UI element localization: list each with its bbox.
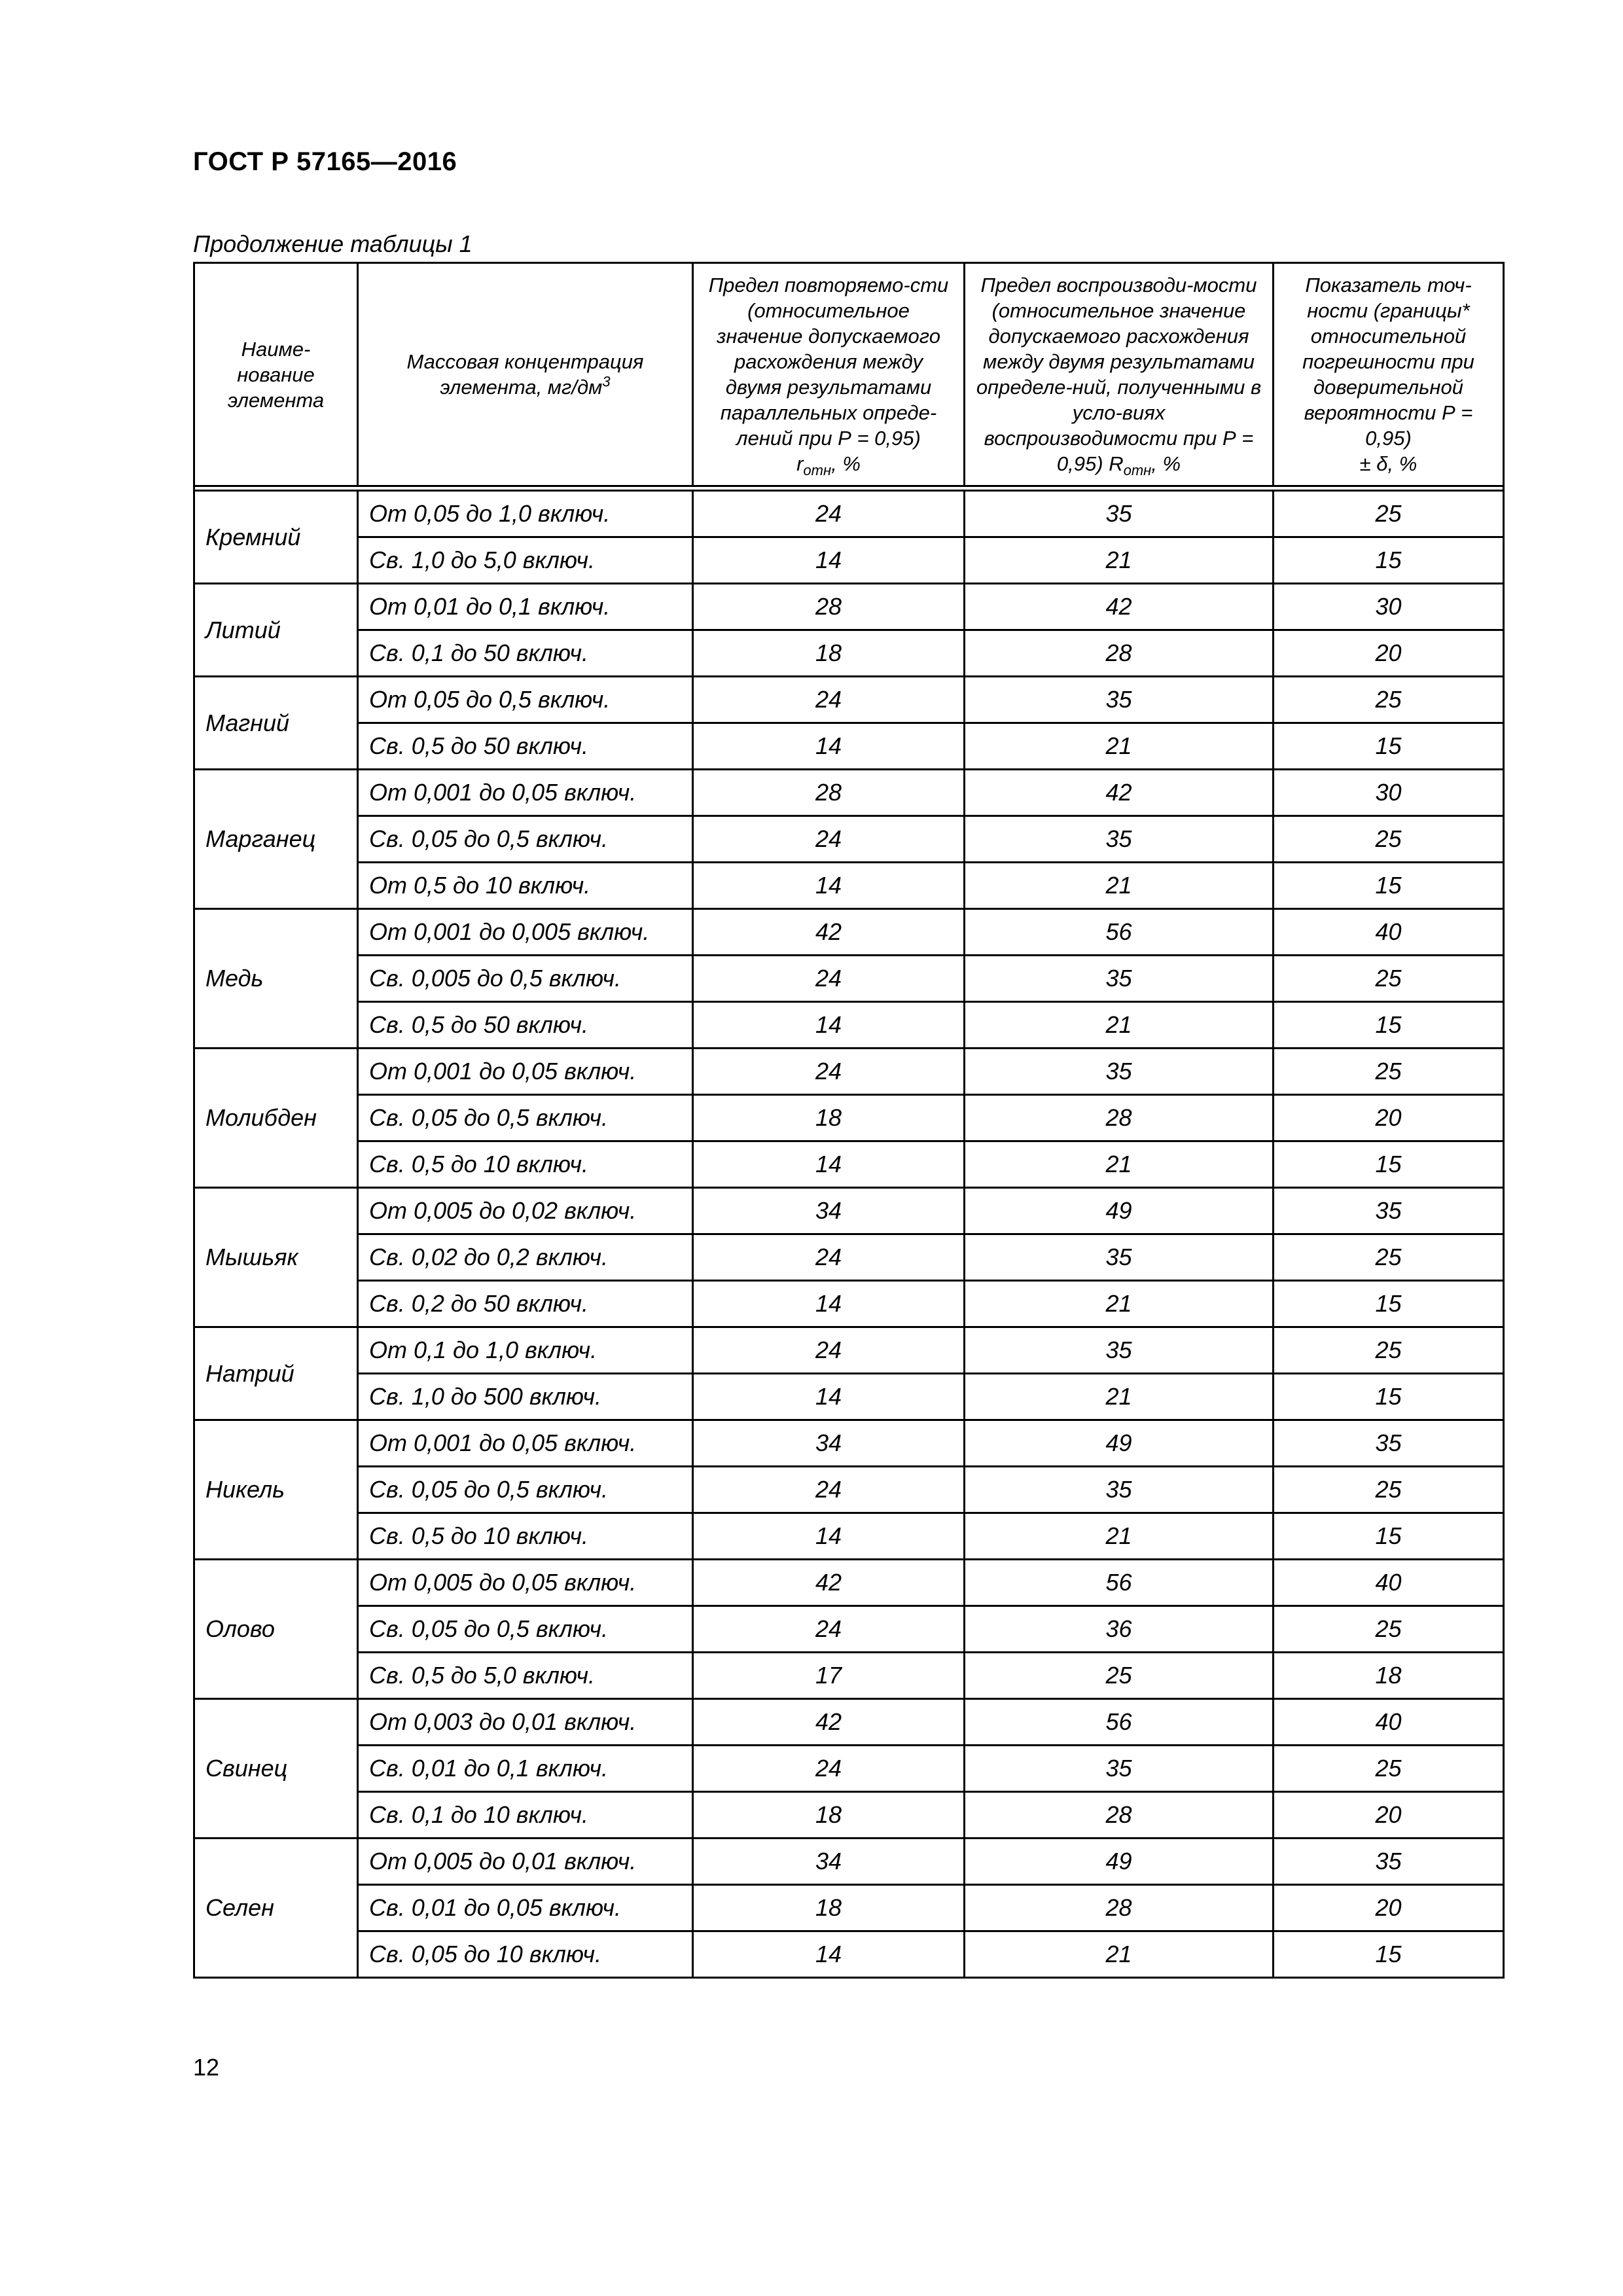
- concentration-range-cell: Св. 0,05 до 0,5 включ.: [358, 1467, 693, 1513]
- header-repeatability-limit: Предел повторяемо-сти (относительное значение допускаемого расхождения между двумя результатами параллельных опреде-лений при Р = 0,95) $r_{отн}$, %: [693, 263, 965, 486]
- concentration-range-cell: От 0,01 до 0,1 включ.: [358, 584, 693, 630]
- accuracy-value-cell: 25: [1274, 1049, 1504, 1095]
- table-row: [194, 1420, 1504, 1467]
- concentration-range-cell: От 0,001 до 0,05 включ.: [358, 1049, 693, 1095]
- accuracy-value-cell: 25: [1274, 491, 1504, 537]
- reproducibility-value-cell: 35: [965, 956, 1274, 1002]
- accuracy-value-cell: 35: [1274, 1420, 1504, 1467]
- reproducibility-value-cell: 56: [965, 1560, 1274, 1606]
- element-name-cell: Мышьяк: [194, 1188, 358, 1327]
- concentration-range-cell: Св. 0,005 до 0,5 включ.: [358, 956, 693, 1002]
- accuracy-value-cell: 20: [1274, 1095, 1504, 1141]
- element-name-cell: Селен: [194, 1839, 358, 1978]
- table-row: [194, 491, 1504, 537]
- accuracy-value-cell: 15: [1274, 1931, 1504, 1978]
- reproducibility-value-cell: 49: [965, 1839, 1274, 1885]
- reproducibility-value-cell: 35: [965, 1327, 1274, 1374]
- concentration-range-cell: Св. 0,05 до 10 включ.: [358, 1931, 693, 1978]
- reproducibility-value-cell: 21: [965, 1281, 1274, 1327]
- table-row: [194, 630, 1504, 677]
- accuracy-value-cell: 15: [1274, 723, 1504, 770]
- reproducibility-value-cell: 21: [965, 863, 1274, 909]
- table-body: [194, 491, 1504, 1978]
- reproducibility-value-cell: 56: [965, 1699, 1274, 1746]
- table-row: [194, 1746, 1504, 1792]
- repeatability-value-cell: 24: [693, 1746, 965, 1792]
- accuracy-value-cell: 30: [1274, 584, 1504, 630]
- repeatability-value-cell: 24: [693, 1049, 965, 1095]
- repeatability-value-cell: 18: [693, 630, 965, 677]
- header-element-name: Наиме-нование элемента: [194, 263, 358, 486]
- reproducibility-value-cell: 35: [965, 1746, 1274, 1792]
- repeatability-value-cell: 14: [693, 863, 965, 909]
- repeatability-value-cell: 24: [693, 1467, 965, 1513]
- reproducibility-value-cell: 56: [965, 909, 1274, 956]
- element-name-cell: Марганец: [194, 770, 358, 909]
- table-header: [194, 263, 1504, 491]
- concentration-range-cell: От 0,001 до 0,05 включ.: [358, 1420, 693, 1467]
- reproducibility-value-cell: 28: [965, 630, 1274, 677]
- accuracy-value-cell: 25: [1274, 956, 1504, 1002]
- element-name-cell: Свинец: [194, 1699, 358, 1839]
- concentration-range-cell: Св. 0,05 до 0,5 включ.: [358, 1606, 693, 1653]
- repeatability-value-cell: 42: [693, 1699, 965, 1746]
- repeatability-value-cell: 14: [693, 537, 965, 584]
- table-row: [194, 1002, 1504, 1049]
- element-name-cell: Олово: [194, 1560, 358, 1699]
- table-row: [194, 1792, 1504, 1839]
- reproducibility-value-cell: 21: [965, 1141, 1274, 1188]
- repeatability-value-cell: 34: [693, 1420, 965, 1467]
- accuracy-value-cell: 25: [1274, 1327, 1504, 1374]
- table-row: [194, 537, 1504, 584]
- accuracy-value-cell: 15: [1274, 1281, 1504, 1327]
- concentration-range-cell: Св. 0,5 до 10 включ.: [358, 1141, 693, 1188]
- accuracy-value-cell: 20: [1274, 630, 1504, 677]
- reproducibility-value-cell: 35: [965, 1467, 1274, 1513]
- repeatability-value-cell: 14: [693, 723, 965, 770]
- table-row: [194, 1141, 1504, 1188]
- accuracy-value-cell: 25: [1274, 1467, 1504, 1513]
- element-name-cell: Кремний: [194, 491, 358, 584]
- repeatability-value-cell: 24: [693, 677, 965, 723]
- table-row: [194, 1885, 1504, 1931]
- element-name-cell: Натрий: [194, 1327, 358, 1420]
- repeatability-value-cell: 42: [693, 909, 965, 956]
- accuracy-value-cell: 15: [1274, 1513, 1504, 1560]
- table-row: [194, 1560, 1504, 1606]
- accuracy-value-cell: 35: [1274, 1188, 1504, 1234]
- reproducibility-value-cell: 28: [965, 1095, 1274, 1141]
- reproducibility-value-cell: 21: [965, 537, 1274, 584]
- concentration-range-cell: От 0,005 до 0,01 включ.: [358, 1839, 693, 1885]
- repeatability-value-cell: 18: [693, 1792, 965, 1839]
- element-name-cell: Молибден: [194, 1049, 358, 1188]
- concentration-range-cell: Св. 0,01 до 0,1 включ.: [358, 1746, 693, 1792]
- reproducibility-value-cell: 21: [965, 1374, 1274, 1420]
- element-name-cell: Медь: [194, 909, 358, 1049]
- table-row: [194, 1699, 1504, 1746]
- concentration-range-cell: Св. 0,02 до 0,2 включ.: [358, 1234, 693, 1281]
- concentration-range-cell: Св. 0,05 до 0,5 включ.: [358, 816, 693, 863]
- reproducibility-value-cell: 35: [965, 491, 1274, 537]
- document-header: ГОСТ Р 57165—2016: [193, 147, 457, 176]
- concentration-range-cell: Св. 0,5 до 50 включ.: [358, 723, 693, 770]
- concentration-range-cell: Св. 0,1 до 50 включ.: [358, 630, 693, 677]
- repeatability-value-cell: 14: [693, 1141, 965, 1188]
- table-row: [194, 956, 1504, 1002]
- concentration-range-cell: От 0,001 до 0,005 включ.: [358, 909, 693, 956]
- accuracy-value-cell: 40: [1274, 1699, 1504, 1746]
- concentration-range-cell: Св. 0,2 до 50 включ.: [358, 1281, 693, 1327]
- reproducibility-value-cell: 28: [965, 1792, 1274, 1839]
- concentration-table: [193, 262, 1505, 1979]
- concentration-range-cell: От 0,5 до 10 включ.: [358, 863, 693, 909]
- table-row: [194, 1931, 1504, 1978]
- table-row: [194, 1234, 1504, 1281]
- table-row: [194, 1188, 1504, 1234]
- repeatability-value-cell: 24: [693, 1327, 965, 1374]
- table-row: [194, 723, 1504, 770]
- reproducibility-value-cell: 35: [965, 816, 1274, 863]
- repeatability-value-cell: 17: [693, 1653, 965, 1699]
- header-mass-concentration: Массовая концентрация элемента, $мг/дм^3$: [358, 263, 693, 486]
- table-row: [194, 770, 1504, 816]
- repeatability-value-cell: 14: [693, 1002, 965, 1049]
- table-row: [194, 1606, 1504, 1653]
- concentration-range-cell: От 0,05 до 1,0 включ.: [358, 491, 693, 537]
- reproducibility-value-cell: 49: [965, 1420, 1274, 1467]
- accuracy-value-cell: 15: [1274, 537, 1504, 584]
- concentration-range-cell: Св. 0,05 до 0,5 включ.: [358, 1095, 693, 1141]
- table-row: [194, 1095, 1504, 1141]
- reproducibility-value-cell: 35: [965, 1234, 1274, 1281]
- repeatability-value-cell: 28: [693, 770, 965, 816]
- accuracy-value-cell: 40: [1274, 1560, 1504, 1606]
- accuracy-value-cell: 25: [1274, 1606, 1504, 1653]
- reproducibility-value-cell: 21: [965, 1002, 1274, 1049]
- element-name-cell: Литий: [194, 584, 358, 677]
- reproducibility-value-cell: 28: [965, 1885, 1274, 1931]
- table-row: [194, 1281, 1504, 1327]
- reproducibility-value-cell: 21: [965, 1931, 1274, 1978]
- table-row: [194, 909, 1504, 956]
- accuracy-value-cell: 25: [1274, 677, 1504, 723]
- table-row: [194, 1653, 1504, 1699]
- repeatability-value-cell: 24: [693, 491, 965, 537]
- reproducibility-value-cell: 36: [965, 1606, 1274, 1653]
- accuracy-value-cell: 20: [1274, 1792, 1504, 1839]
- repeatability-value-cell: 24: [693, 816, 965, 863]
- repeatability-value-cell: 24: [693, 956, 965, 1002]
- reproducibility-value-cell: 49: [965, 1188, 1274, 1234]
- accuracy-value-cell: 15: [1274, 1141, 1504, 1188]
- accuracy-value-cell: 40: [1274, 909, 1504, 956]
- concentration-range-cell: От 0,005 до 0,02 включ.: [358, 1188, 693, 1234]
- repeatability-value-cell: 18: [693, 1095, 965, 1141]
- accuracy-value-cell: 18: [1274, 1653, 1504, 1699]
- repeatability-value-cell: 14: [693, 1281, 965, 1327]
- reproducibility-value-cell: 35: [965, 1049, 1274, 1095]
- repeatability-value-cell: 14: [693, 1931, 965, 1978]
- concentration-range-cell: Св. 0,1 до 10 включ.: [358, 1792, 693, 1839]
- repeatability-value-cell: 14: [693, 1374, 965, 1420]
- concentration-range-cell: Св. 0,5 до 5,0 включ.: [358, 1653, 693, 1699]
- header-reproducibility-limit: Предел воспроизводи-мости (относительное значение допускаемого расхождения между двумя результатами определе-ний, полученными в усло-виях воспроизводимости при Р = 0,95) $R_{отн}$, %: [965, 263, 1274, 486]
- concentration-range-cell: От 0,05 до 0,5 включ.: [358, 677, 693, 723]
- reproducibility-value-cell: 42: [965, 584, 1274, 630]
- accuracy-value-cell: 30: [1274, 770, 1504, 816]
- repeatability-value-cell: 14: [693, 1513, 965, 1560]
- reproducibility-value-cell: 25: [965, 1653, 1274, 1699]
- concentration-range-cell: Св. 0,01 до 0,05 включ.: [358, 1885, 693, 1931]
- table-row: [194, 1327, 1504, 1374]
- repeatability-value-cell: 24: [693, 1606, 965, 1653]
- element-name-cell: Никель: [194, 1420, 358, 1560]
- accuracy-value-cell: 15: [1274, 1002, 1504, 1049]
- repeatability-value-cell: 34: [693, 1188, 965, 1234]
- table-row: [194, 863, 1504, 909]
- page-number: 12: [193, 2054, 220, 2081]
- table-row: [194, 1049, 1504, 1095]
- concentration-range-cell: От 0,003 до 0,01 включ.: [358, 1699, 693, 1746]
- header-accuracy-index: Показатель точ-ности (границы* относительной погрешности при доверительной вероятности Р = 0,95) ± δ, %: [1274, 263, 1504, 486]
- concentration-range-cell: Св. 1,0 до 5,0 включ.: [358, 537, 693, 584]
- accuracy-value-cell: 15: [1274, 863, 1504, 909]
- accuracy-value-cell: 15: [1274, 1374, 1504, 1420]
- repeatability-value-cell: 18: [693, 1885, 965, 1931]
- concentration-range-cell: Св. 1,0 до 500 включ.: [358, 1374, 693, 1420]
- concentration-range-cell: Св. 0,5 до 50 включ.: [358, 1002, 693, 1049]
- repeatability-value-cell: 42: [693, 1560, 965, 1606]
- repeatability-value-cell: 34: [693, 1839, 965, 1885]
- table-row: [194, 584, 1504, 630]
- reproducibility-value-cell: 21: [965, 723, 1274, 770]
- accuracy-value-cell: 35: [1274, 1839, 1504, 1885]
- table-row: [194, 816, 1504, 863]
- concentration-range-cell: От 0,005 до 0,05 включ.: [358, 1560, 693, 1606]
- accuracy-value-cell: 25: [1274, 816, 1504, 863]
- accuracy-value-cell: 25: [1274, 1234, 1504, 1281]
- element-name-cell: Магний: [194, 677, 358, 770]
- reproducibility-value-cell: 21: [965, 1513, 1274, 1560]
- table-row: [194, 1839, 1504, 1885]
- concentration-range-cell: От 0,1 до 1,0 включ.: [358, 1327, 693, 1374]
- accuracy-value-cell: 20: [1274, 1885, 1504, 1931]
- table-caption: Продолжение таблицы 1: [193, 230, 473, 257]
- reproducibility-value-cell: 35: [965, 677, 1274, 723]
- reproducibility-value-cell: 42: [965, 770, 1274, 816]
- table-row: [194, 1513, 1504, 1560]
- repeatability-value-cell: 28: [693, 584, 965, 630]
- concentration-range-cell: Св. 0,5 до 10 включ.: [358, 1513, 693, 1560]
- accuracy-value-cell: 25: [1274, 1746, 1504, 1792]
- repeatability-value-cell: 24: [693, 1234, 965, 1281]
- table-row: [194, 677, 1504, 723]
- table-row: [194, 1467, 1504, 1513]
- concentration-range-cell: От 0,001 до 0,05 включ.: [358, 770, 693, 816]
- table-row: [194, 1374, 1504, 1420]
